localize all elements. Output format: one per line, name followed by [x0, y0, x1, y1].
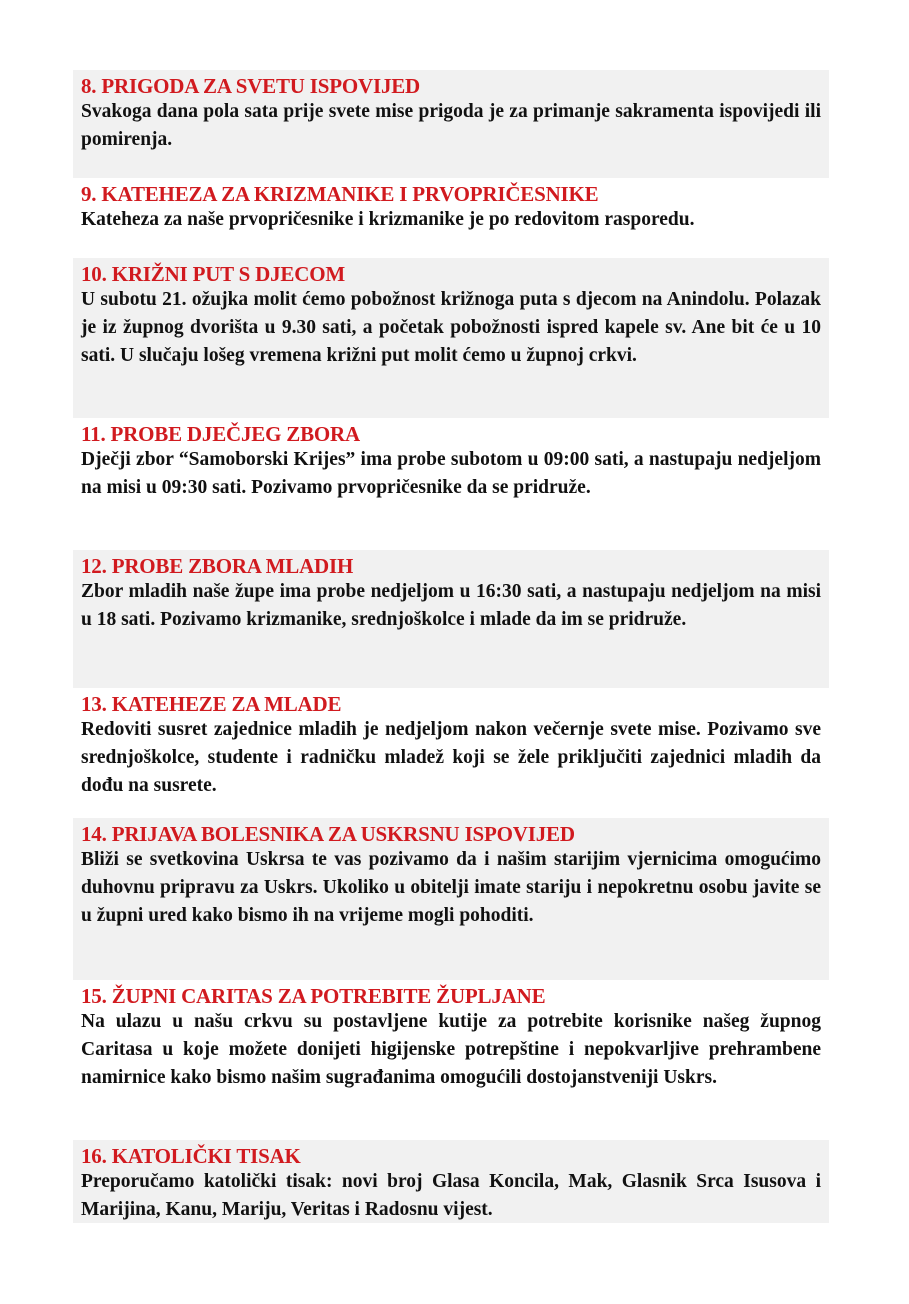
section-catechesis-confirmation [73, 178, 829, 258]
section-title: 14. PRIJAVA BOLESNIKA ZA USKRSNU ISPOVIJED [81, 822, 575, 846]
section-title: 12. PROBE ZBORA MLADIH [81, 554, 354, 578]
section-way-of-cross [73, 258, 829, 418]
section-youth-choir [73, 550, 829, 688]
section-title: 8. PRIGODA ZA SVETU ISPOVIJED [81, 74, 421, 98]
section-body: Dječji zbor “Samoborski Krijes” ima probe subotom u 09:00 sati, a nastupaju nedjeljom na misi u 09:30 sati. Pozivamo prvopričesnike da se pridruže. [81, 449, 821, 498]
section-body: Preporučamo katolički tisak: novi broj Glasa Koncila, Mak, Glasnik Srca Isusova i Marijina, Kanu, Mariju, Veritas i Radosnu vijest. [81, 1171, 821, 1220]
section-body: Bliži se svetkovina Uskrsa te vas pozivamo da i našim starijim vjernicima omogućimo duhovnu pripravu za Uskrs. Ukoliko u obitelji imate stariju i nepokretnu osobu javite se u župni ured kako bismo ih na vrijeme mogli pohoditi. [81, 849, 821, 926]
section-youth-catechesis [73, 688, 829, 818]
section-body: Na ulazu u našu crkvu su postavljene kutije za potrebite korisnike našeg župnog Caritasa u koje možete donijeti higijenske potrepštine i nepokvarljive prehrambene namirnice kako bismo našim sugrađanima omogućili dostojanstveniji Uskrs. [81, 1011, 821, 1088]
section-sick-registration [73, 818, 829, 980]
section-body: Redoviti susret zajednice mladih je nedjeljom nakon večernje svete mise. Pozivamo sve srednjoškolce, studente i radničku mladež koji se žele priključiti zajednici mladih da dođu na susrete. [81, 719, 821, 796]
section-body: Svakoga dana pola sata prije svete mise prigoda je za primanje sakramenta ispovijedi ili pomirenja. [81, 101, 821, 150]
section-caritas [73, 980, 829, 1140]
announcements-page [73, 70, 829, 1223]
section-title: 13. KATEHEZE ZA MLADE [81, 692, 342, 716]
section-title: 9. KATEHEZA ZA KRIZMANIKE I PRVOPRIČESNIKE [81, 182, 599, 206]
section-body: U subotu 21. ožujka molit ćemo pobožnost križnoga puta s djecom na Anindolu. Polazak je iz župnog dvorišta u 9.30 sati, a početak pobožnosti ispred kapele sv. Ane bit će u 10 sati. U slučaju lošeg vremena križni put molit ćemo u župnoj crkvi. [81, 289, 821, 366]
section-childrens-choir [73, 418, 829, 550]
section-title: 11. PROBE DJEČJEG ZBORA [81, 422, 360, 446]
section-title: 16. KATOLIČKI TISAK [81, 1144, 301, 1168]
section-title: 10. KRIŽNI PUT S DJECOM [81, 262, 345, 286]
section-body: Zbor mladih naše župe ima probe nedjeljom u 16:30 sati, a nastupaju nedjeljom na misi u 18 sati. Pozivamo krizmanike, srednjoškolce i mlade da im se pridruže. [81, 581, 821, 630]
section-body: Kateheza za naše prvopričesnike i krizmanike je po redovitom rasporedu. [81, 209, 695, 230]
section-title: 15. ŽUPNI CARITAS ZA POTREBITE ŽUPLJANE [81, 984, 546, 1008]
section-confession [73, 70, 829, 178]
section-catholic-press [73, 1140, 829, 1223]
